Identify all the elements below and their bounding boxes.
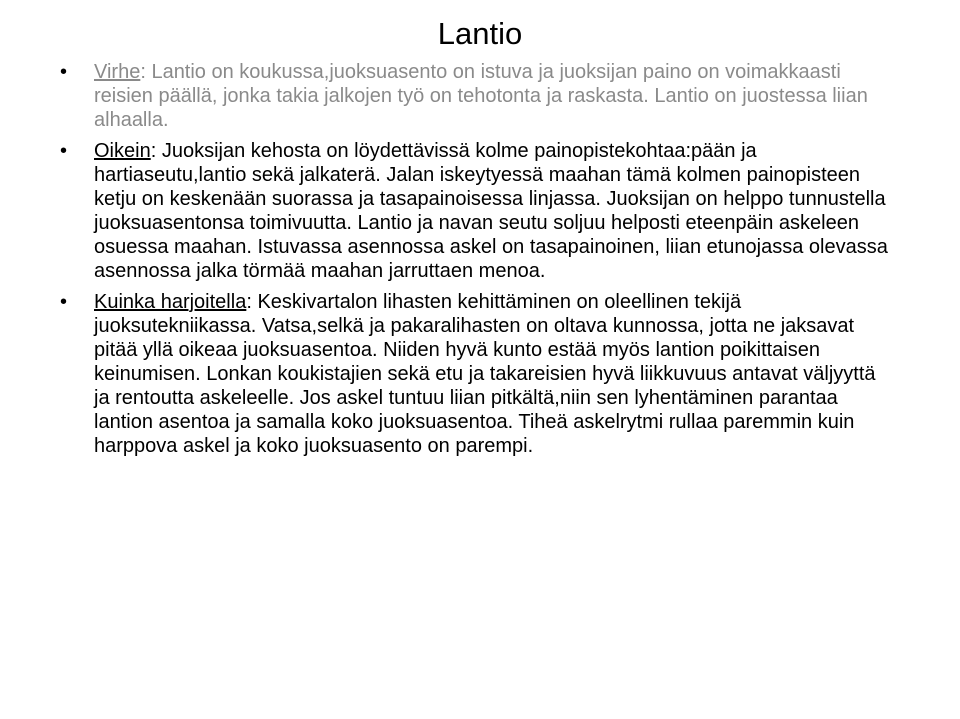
bullet-dot-icon: • <box>60 291 68 313</box>
bullet-dot-icon: • <box>60 140 68 162</box>
bullet-content: : Lantio on koukussa,juoksuasento on istuva ja juoksijan paino on voimakkaasti reisien päällä, jonka takia jalkojen työ on tehotonta ja raskasta. Lantio on juostessa liian alhaalla. <box>94 61 868 131</box>
bullet-text <box>94 290 894 458</box>
bullet-lead: Kuinka harjoitella <box>94 291 247 313</box>
slide-title: Lantio <box>437 16 523 51</box>
bullet-list <box>0 60 894 465</box>
bullet-lead: Oikein <box>94 140 151 162</box>
bullet-content: : Juoksijan kehosta on löydettävissä kolme painopistekohtaa:pään ja hartiaseutu,lantio sekä jalkaterä. Jalan iskeytyessä maahan tämä kolmen painopisteen ketju on keskenään suorassa ja tasapainoisessa linjassa. Juoksijan on helppo tunnustella juoksuasentonsa toimivuutta. Lantio ja navan seutu soljuu helposti eteenpäin askeleen osuessa maahan. Istuvassa asennossa askel on tasapainoinen, liian etunojassa olevassa asennossa jalka törmää maahan jarruttaen menoa. <box>94 140 888 282</box>
bullet-content: : Keskivartalon lihasten kehittäminen on oleellinen tekijä juoksutekniikassa. Vatsa,selkä ja pakaralihasten on oltava kunnossa, jotta ne jaksavat pitää yllä oikeaa juoksuasentoa. Niiden hyvä kunto estää myös lantion poikittaisen keinumisen. Lonkan koukistajien sekä etu ja takareisien hyvä liikkuvuus antavat väljyyttä ja rentoutta askeleelle. Jos askel tuntuu liian pitkältä,niin sen lyhentäminen parantaa lantion asentoa ja samalla koko juoksuasentoa. Tiheä askelrytmi rullaa paremmin kuin harppova askel ja koko juoksuasento on parempi. <box>94 291 876 457</box>
bullet-dot-icon: • <box>60 61 68 83</box>
bullet-lead: Virhe <box>94 61 141 83</box>
bullet-item-oikein <box>0 139 894 283</box>
bullet-item-virhe <box>0 60 894 132</box>
bullet-text <box>94 139 894 283</box>
bullet-item-kuinka-harjoitella <box>0 290 894 458</box>
bullet-text <box>94 60 894 132</box>
